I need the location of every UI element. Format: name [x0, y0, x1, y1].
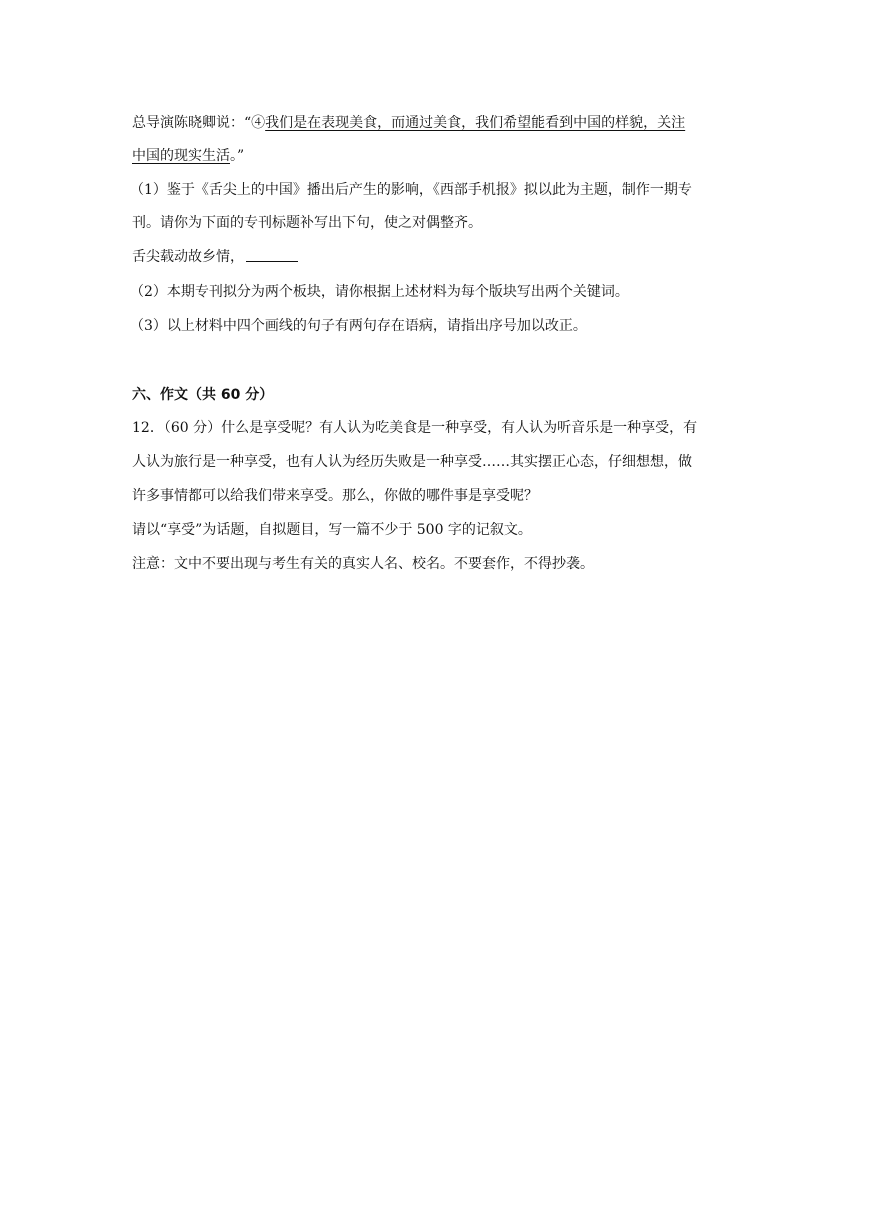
essay-prompt-line-3: 许多事情都可以给我们带来享受。那么，你做的哪件事是享受呢？ [132, 488, 538, 504]
essay-prompt-line-2: 人认为旅行是一种享受，也有人认为经历失败是一种享受……其实摆正心态，仔细想想，做 [132, 454, 692, 470]
essay-note: 注意：文中不要出现与考生有关的真实人名、校名。不要套作，不得抄袭。 [132, 556, 594, 572]
couplet-first-line: 舌尖载动故乡情， [132, 249, 244, 265]
underlined-sentence-4-part-1: 我们是在表现美食，而通过美食，我们希望能看到中国的样貌，关注 [265, 115, 686, 131]
quote-suffix: 。” [230, 148, 245, 164]
essay-instruction: 请以“享受”为话题，自拟题目，写一篇不少于 500 字的记叙文。 [132, 522, 532, 538]
question-3: （3）以上材料中四个画线的句子有两句存在语病，请指出序号加以改正。 [130, 318, 587, 334]
essay-prompt-line-1: 12．（60 分）什么是享受呢？有人认为吃美食是一种享受，有人认为听音乐是一种享受，有 [132, 420, 698, 436]
quote-line-2 [132, 146, 244, 166]
quote-line-1 [132, 113, 685, 133]
question-1-prompt [132, 247, 298, 267]
underlined-sentence-4-part-2: 中国的现实生活 [132, 148, 230, 164]
question-1-line-1: （1）鉴于《舌尖上的中国》播出后产生的影响，《西部手机报》拟以此为主题，制作一期专 [130, 182, 692, 198]
question-2: （2）本期专刊拟分为两个板块，请你根据上述材料为每个版块写出两个关键词。 [130, 284, 629, 300]
quote-prefix: 总导演陈晓卿说：“④ [132, 115, 266, 131]
question-1-line-2: 刊。请你为下面的专刊标题补写出下句，使之对偶整齐。 [132, 215, 482, 231]
answer-blank[interactable] [246, 247, 298, 262]
section-6-heading: 六、作文（共 60 分） [132, 387, 274, 403]
